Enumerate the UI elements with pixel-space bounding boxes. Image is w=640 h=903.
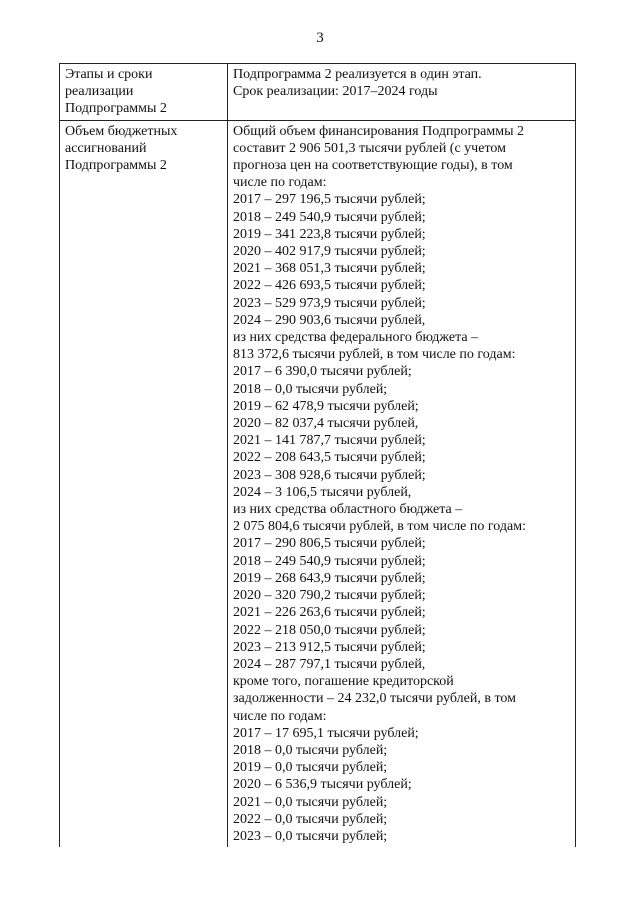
content-line: 2023 – 0,0 тысячи рублей; <box>233 828 388 844</box>
content-line: 2020 – 402 917,9 тысячи рублей; <box>233 244 426 260</box>
row-label-line: Этапы и сроки <box>65 67 153 82</box>
content-line: 2019 – 62 478,9 тысячи рублей; <box>233 398 419 414</box>
row-label-cell <box>60 120 228 847</box>
passport-table <box>59 63 576 847</box>
content-line: кроме того, погашение кредиторской <box>233 674 454 690</box>
content-line: числе по годам: <box>233 175 327 191</box>
row-label-line: реализации <box>65 84 134 100</box>
content-line: 2021 – 141 787,7 тысячи рублей; <box>233 433 426 449</box>
row-label-line: Объем бюджетных <box>65 123 178 139</box>
content-line: 2017 – 297 196,5 тысячи рублей; <box>233 192 426 208</box>
content-line: прогноза цен на соответствующие годы), в том <box>233 158 513 174</box>
content-line: 2017 – 290 806,5 тысячи рублей; <box>233 536 426 552</box>
content-line: 2022 – 0,0 тысячи рублей; <box>233 811 388 827</box>
content-line: 2019 – 0,0 тысячи рублей; <box>233 760 388 776</box>
content-line: 2023 – 213 912,5 тысячи рублей; <box>233 639 426 655</box>
row-label-line: Подпрограммы 2 <box>65 158 167 174</box>
content-line: 2020 – 320 790,2 тысячи рублей; <box>233 588 426 604</box>
content-line: 2023 – 529 973,9 тысячи рублей; <box>233 295 426 311</box>
content-line: 2023 – 308 928,6 тысячи рублей; <box>233 467 426 483</box>
content-line: 2019 – 268 643,9 тысячи рублей; <box>233 570 426 586</box>
content-line: 2018 – 249 540,9 тысячи рублей; <box>233 553 426 569</box>
content-line: 2024 – 287 797,1 тысячи рублей, <box>233 656 426 672</box>
content-line: 2024 – 3 106,5 тысячи рублей, <box>233 484 412 500</box>
content-line: 2021 – 0,0 тысячи рублей; <box>233 794 388 810</box>
table-row-stages <box>60 64 576 121</box>
content-line: 2 075 804,6 тысячи рублей, в том числе по годам: <box>233 519 526 535</box>
row-label-cell <box>60 64 228 121</box>
content-line: 2018 – 249 540,9 тысячи рублей; <box>233 209 426 225</box>
content-line: 2020 – 82 037,4 тысячи рублей, <box>233 416 419 432</box>
content-line: Общий объем финансирования Подпрограммы 2 <box>233 123 525 139</box>
content-line: 2021 – 226 263,6 тысячи рублей; <box>233 605 426 621</box>
row-label-line: ассигнований <box>65 140 147 156</box>
content-line: 2017 – 6 390,0 тысячи рублей; <box>233 364 412 380</box>
content-line: 2024 – 290 903,6 тысячи рублей, <box>233 312 426 328</box>
content-line: Срок реализации: 2017–2024 годы <box>233 84 438 100</box>
content-line: задолженности – 24 232,0 тысячи рублей, в том <box>233 691 516 707</box>
content-line: 2017 – 17 695,1 тысячи рублей; <box>233 725 419 741</box>
content-line: 2022 – 426 693,5 тысячи рублей; <box>233 278 426 294</box>
content-line: 2018 – 0,0 тысячи рублей; <box>233 381 388 397</box>
table-row-funding <box>60 120 576 847</box>
row-label-line: Подпрограммы 2 <box>65 101 167 117</box>
row-content-cell <box>228 120 576 847</box>
content-line: из них средства областного бюджета – <box>233 502 463 518</box>
content-line: 2022 – 208 643,5 тысячи рублей; <box>233 450 426 466</box>
content-line: 813 372,6 тысячи рублей, в том числе по годам: <box>233 347 516 363</box>
content-line: из них средства федерального бюджета – <box>233 330 479 346</box>
content-line: 2021 – 368 051,3 тысячи рублей; <box>233 261 426 277</box>
row-content-cell <box>228 64 576 121</box>
content-line: числе по годам: <box>233 708 327 724</box>
content-line: 2022 – 218 050,0 тысячи рублей; <box>233 622 426 638</box>
content-line: 2019 – 341 223,8 тысячи рублей; <box>233 226 426 242</box>
content-line: 2020 – 6 536,9 тысячи рублей; <box>233 777 412 793</box>
content-line: составит 2 906 501,3 тысячи рублей (с учетом <box>233 140 506 156</box>
page-number: 3 <box>316 30 324 46</box>
content-line: 2018 – 0,0 тысячи рублей; <box>233 742 388 758</box>
content-line: Подпрограмма 2 реализуется в один этап. <box>233 67 482 82</box>
